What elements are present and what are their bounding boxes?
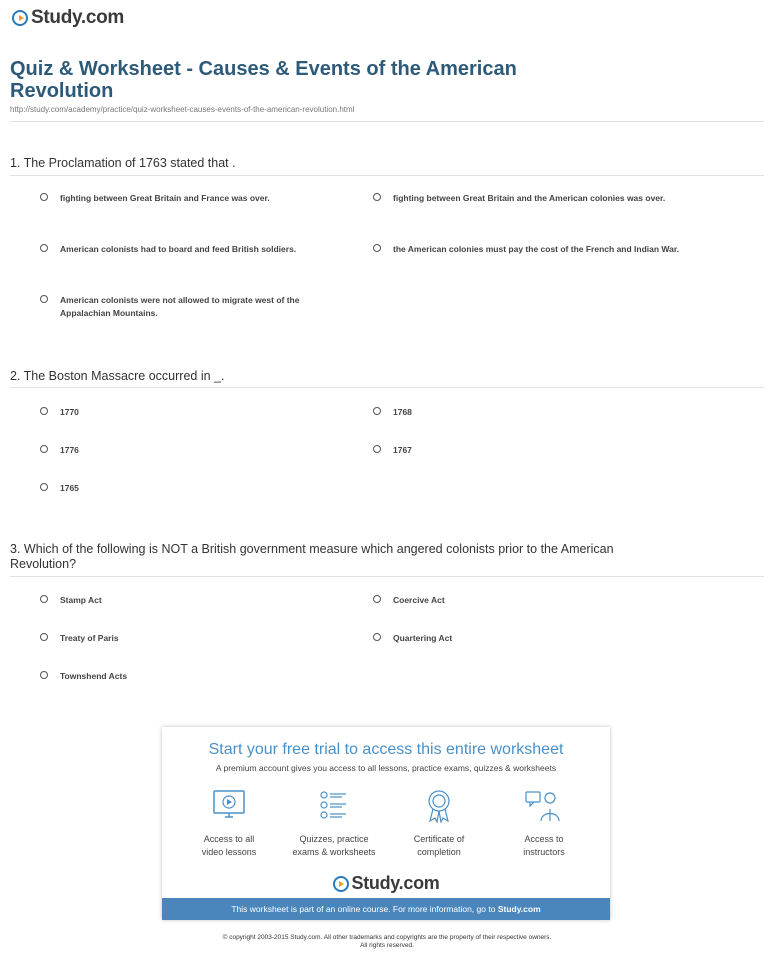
answer-option[interactable] — [40, 444, 79, 457]
answer-option[interactable] — [40, 632, 119, 645]
divider — [10, 121, 764, 122]
promo-info-bar — [162, 898, 610, 920]
answer-option[interactable] — [373, 632, 452, 645]
option-label: the American colonies must pay the cost of the French and Indian War. — [393, 244, 680, 254]
answer-option[interactable] — [40, 482, 79, 495]
option-label: 1767 — [393, 445, 412, 455]
answer-option[interactable] — [40, 294, 350, 320]
study-logo[interactable] — [12, 7, 124, 29]
radio-button[interactable] — [373, 244, 381, 252]
option-label: 1776 — [60, 445, 79, 455]
page-url: http://study.com/academy/practice/quiz-worksheet-causes-events-of-the-american-revolution.html — [10, 105, 355, 114]
feature-instructors — [489, 789, 599, 859]
question-3-text: 3. Which of the following is NOT a British government measure which angered colonists prior to the American Revolution? — [10, 542, 614, 571]
radio-button[interactable] — [40, 407, 48, 415]
answer-option[interactable] — [40, 192, 340, 205]
radio-button[interactable] — [40, 445, 48, 453]
feature-label: Quizzes, practice exams & worksheets — [292, 834, 376, 857]
promo-title[interactable]: Start your free trial to access this entire worksheet — [208, 741, 564, 758]
promo-subtitle: A premium account gives you access to all lessons, practice exams, quizzes & worksheets — [215, 763, 557, 773]
feature-label: Access to all video lessons — [201, 834, 257, 857]
radio-button[interactable] — [40, 595, 48, 603]
quiz-list-icon — [316, 789, 352, 823]
radio-button[interactable] — [40, 295, 48, 303]
page-title: Quiz & Worksheet - Causes & Events of the American Revolution — [10, 58, 517, 102]
copyright-line: © copyright 2003-2015 Study.com. All other trademarks and copyrights are the property of their respective owners. — [222, 934, 552, 941]
answer-option[interactable] — [373, 192, 693, 205]
radio-button[interactable] — [40, 244, 48, 252]
free-trial-promo[interactable] — [162, 727, 610, 920]
option-label: American colonists had to board and feed British soldiers. — [60, 244, 297, 254]
radio-button[interactable] — [373, 633, 381, 641]
study-link[interactable]: Study.com — [497, 904, 541, 914]
divider — [10, 175, 764, 176]
option-label: Treaty of Paris — [60, 633, 119, 643]
promo-study-logo[interactable] — [162, 873, 610, 894]
feature-certificate — [384, 789, 494, 859]
logo-text: Study.com — [351, 873, 440, 893]
option-label: fighting between Great Britain and the American colonies was over. — [393, 193, 666, 203]
radio-button[interactable] — [373, 595, 381, 603]
radio-button[interactable] — [40, 193, 48, 201]
question-2-text: 2. The Boston Massacre occurred in _. — [10, 369, 225, 383]
answer-option[interactable] — [373, 243, 683, 256]
radio-button[interactable] — [373, 407, 381, 415]
answer-option[interactable] — [40, 594, 102, 607]
instructor-icon — [524, 789, 564, 823]
radio-button[interactable] — [40, 483, 48, 491]
answer-option[interactable] — [40, 243, 340, 256]
option-label: American colonists were not allowed to migrate west of the Appalachian Mountains. — [60, 295, 300, 318]
option-label: Coercive Act — [393, 595, 445, 605]
play-logo-icon — [12, 10, 28, 26]
feature-video-lessons — [174, 789, 284, 859]
feature-label: Access to instructors — [523, 834, 565, 857]
feature-label: Certificate of completion — [413, 834, 465, 857]
copyright-footer — [0, 934, 774, 950]
answer-option[interactable] — [373, 444, 412, 457]
option-label: Townshend Acts — [60, 671, 128, 681]
radio-button[interactable] — [40, 671, 48, 679]
answer-option[interactable] — [373, 406, 412, 419]
option-label: 1768 — [393, 407, 412, 417]
option-label: 1765 — [60, 483, 79, 493]
option-label: fighting between Great Britain and France was over. — [60, 193, 270, 203]
rights-line: All rights reserved. — [360, 942, 414, 949]
radio-button[interactable] — [373, 445, 381, 453]
play-logo-icon — [333, 876, 349, 892]
radio-button[interactable] — [373, 193, 381, 201]
option-label: 1770 — [60, 407, 79, 417]
feature-quizzes — [279, 789, 389, 859]
radio-button[interactable] — [40, 633, 48, 641]
promo-bar-text: This worksheet is part of an online course. For more information, go to — [231, 904, 498, 914]
answer-option[interactable] — [373, 594, 445, 607]
video-lesson-icon — [211, 789, 247, 823]
answer-option[interactable] — [40, 670, 127, 683]
question-1-text: 1. The Proclamation of 1763 stated that . — [10, 156, 236, 170]
answer-option[interactable] — [40, 406, 79, 419]
logo-text: Study.com — [31, 7, 125, 28]
divider — [10, 576, 764, 577]
divider — [10, 387, 764, 388]
certificate-icon — [421, 789, 457, 823]
option-label: Quartering Act — [393, 633, 453, 643]
option-label: Stamp Act — [60, 595, 102, 605]
